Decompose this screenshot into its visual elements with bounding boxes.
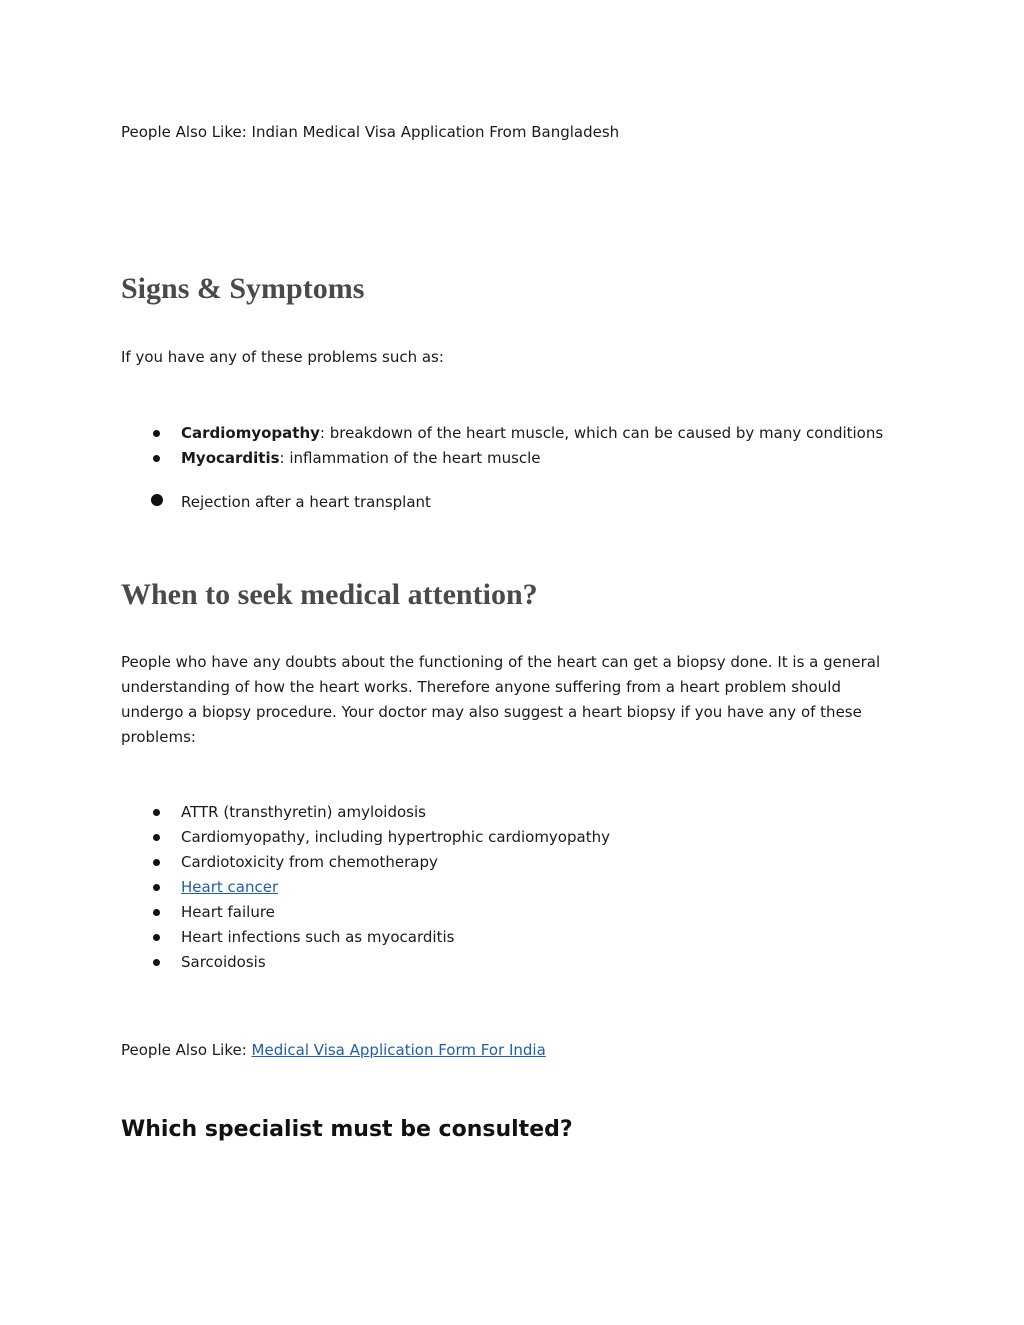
- list-item: [121, 950, 610, 975]
- specialist-heading: Which specialist must be consulted?: [121, 1117, 573, 1142]
- item-label: Heart infections such as myocarditis: [181, 928, 455, 946]
- people-also-like-text-2: [121, 1038, 546, 1063]
- item-label: Cardiomyopathy, including hypertrophic cardiomyopathy: [181, 828, 610, 846]
- medical-attention-heading: When to seek medical attention?: [121, 578, 538, 611]
- bullet-icon: [153, 909, 160, 916]
- item-desc: : breakdown of the heart muscle, which can be caused by many conditions: [319, 424, 884, 442]
- people-also-like-text-1: People Also Like: Indian Medical Visa Application From Bangladesh: [121, 123, 620, 141]
- signs-list: [121, 421, 883, 471]
- list-item: [121, 490, 431, 515]
- item-label: Cardiotoxicity from chemotherapy: [181, 853, 438, 871]
- item-term: Myocarditis: [181, 449, 280, 467]
- bullet-icon: [151, 494, 163, 506]
- bullet-icon: [153, 430, 160, 437]
- list-item: [121, 900, 610, 925]
- item-desc: Rejection after a heart transplant: [181, 493, 431, 511]
- bullet-icon: [153, 809, 160, 816]
- item-label: Sarcoidosis: [181, 953, 266, 971]
- people-also-like-prefix: People Also Like:: [121, 1041, 252, 1059]
- medical-visa-form-link[interactable]: Medical Visa Application Form For India: [251, 1041, 546, 1059]
- bullet-icon: [153, 959, 160, 966]
- list-item: [121, 875, 610, 900]
- item-term: Cardiomyopathy: [181, 424, 320, 442]
- list-item: [121, 925, 610, 950]
- item-label: ATTR (transthyretin) amyloidosis: [181, 803, 426, 821]
- list-item: [121, 446, 883, 471]
- list-item: [121, 825, 610, 850]
- bullet-icon: [153, 834, 160, 841]
- item-desc: : inflammation of the heart muscle: [279, 449, 541, 467]
- medical-attention-paragraph: People who have any doubts about the functioning of the heart can get a biopsy done. It is a general understanding of how the heart works. Therefore anyone suffering from a heart problem should undergo a biopsy procedure. Your doctor may also suggest a heart biopsy if you have any of these problems:: [121, 653, 881, 746]
- list-item: [121, 800, 610, 825]
- bullet-icon: [153, 884, 160, 891]
- item-label: Heart failure: [181, 903, 275, 921]
- problems-list: [121, 800, 610, 975]
- bullet-icon: [153, 934, 160, 941]
- signs-intro-text: If you have any of these problems such as:: [121, 348, 444, 366]
- heart-cancer-link[interactable]: Heart cancer: [181, 878, 279, 896]
- list-item: [121, 850, 610, 875]
- signs-symptoms-heading: Signs & Symptoms: [121, 272, 365, 305]
- bullet-icon: [153, 859, 160, 866]
- bullet-icon: [153, 455, 160, 462]
- list-item: [121, 421, 883, 446]
